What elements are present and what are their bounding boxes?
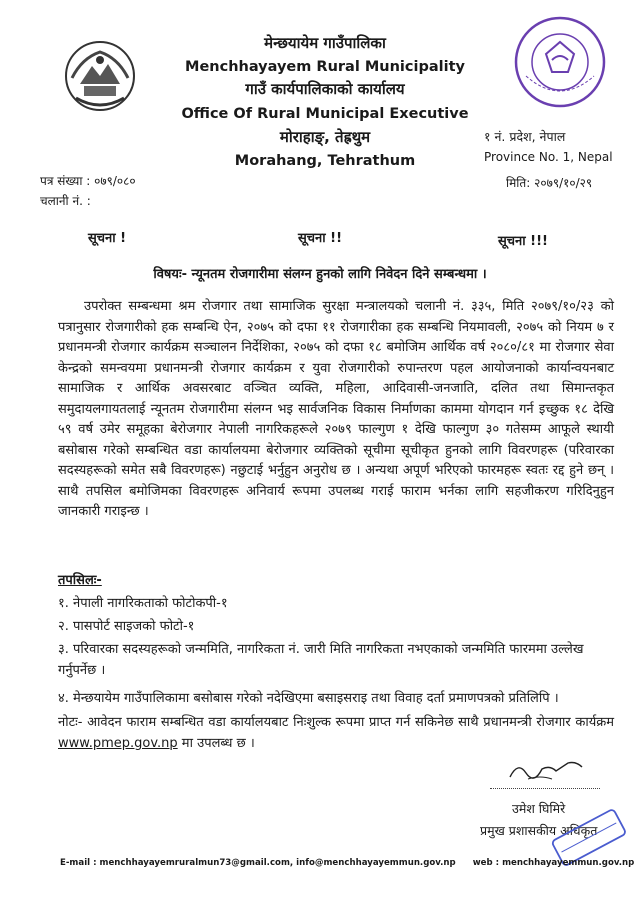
- dispatch-no-label: चलानी नं. :: [40, 194, 91, 208]
- date-label: मिति:: [506, 176, 531, 190]
- location-en: Morahang, Tehrathum: [234, 153, 416, 169]
- letter-number: [40, 172, 136, 189]
- email-label: E-mail :: [60, 858, 97, 868]
- subject-line: विषयः- न्यूनतम रोजगारीमा संलग्न हुनको लागि निवेदन दिने सम्बन्धमा ।: [153, 267, 487, 282]
- office-name-np: मेन्छयायेम गाउँपालिका: [264, 34, 386, 52]
- exec-office-en: Office Of Rural Municipal Executive: [181, 106, 469, 122]
- pmep-link[interactable]: www.pmep.gov.np: [58, 735, 178, 751]
- list-heading: तपसिलः-: [58, 573, 102, 588]
- notice-label-3: सूचना !!!: [498, 234, 548, 249]
- nepal-emblem-logo: [62, 38, 138, 114]
- web-value[interactable]: menchhayayemmun.gov.np: [502, 858, 635, 868]
- location-np: मोराहाङ्, तेह्रथुम: [279, 128, 371, 146]
- email-value[interactable]: menchhayayemruralmun73@gmail.com, info@menchhayayemmun.gov.np: [99, 858, 456, 868]
- municipality-seal: [512, 14, 608, 110]
- note-text: नोटः- आवेदन फाराम सम्बन्धित वडा कार्यालयबाट निःशुल्क रूपमा प्राप्त गर्न सकिनेछ साथै प्रधानमन्त्री रोजगार कार्यक्रम: [58, 715, 614, 730]
- notice-label-1: सूचना !: [88, 231, 127, 246]
- date-value: २०७९/१०/२९: [534, 176, 593, 190]
- exec-office-np: गाउँ कार्यपालिकाको कार्यालय: [245, 80, 405, 98]
- letter-date: [506, 174, 592, 191]
- list-item: २. पासपोर्ट साइजको फोटो-१: [58, 619, 195, 634]
- letter-no-label: पत्र संख्या :: [40, 174, 91, 188]
- province-np: १ नं. प्रदेश, नेपाल: [484, 129, 566, 144]
- body-paragraph: उपरोक्त सम्बन्धमा श्रम रोजगार तथा सामाजिक सुरक्षा मन्त्रालयको चलानी नं. ३३५, मिति २०७९/१०/२३ को पत्रानुसार रोजगारीको हक सम्बन्धि ऐन, २०७५ को दफा ११ रोजगारीका हक सम्बन्धि नियमावली, २०७५ को नियम ७ र प्रधानमन्त्री रोजगार कार्यक्रम सञ्चालन निर्देशिका, २०७५ को दफा १८ बमोजिम आर्थिक वर्ष २०८०/८१ मा रोजगार सेवा केन्द्रको समन्वयमा प्रधानमन्त्री रोजगार कार्यक्रम र युवा रोजगारीको रुपान्तरण पहल आयोजनाको कार्यान्वयनबाट सामाजिक र आर्थिक अवसरबाट वञ्चित व्यक्ति, महिला, आदिवासी-जनजाति, दलित तथा सिमान्तकृत समुदायलगायतलाई न्यूनतम रोजगारीमा संलग्न भइ सार्वजनिक विकास निर्माणका काममा योगदान गर्न इच्छुक १८ देखि ५९ वर्ष उमेर समूहका बेरोजगार नेपाली नागरिकहरूले २०७९ फाल्गुण १ देखि फाल्गुण ३० गतेसम्म आफूले स्थायी बसोबास गरेको सम्बन्धित वडा कार्यालयमा बेरोजगार व्यक्तिको सूचीमा सूचीकृत हुनको लागि विवरणहरू (परिवारका सदस्यहरूको समेत सबै विवरणहरू) नछुटाई भर्नुहुन अनुरोध छ । अन्यथा अपूर्ण भरिएको फारमहरू स्वतः रद्द हुने छन् । साथै तपसिल बमोजिमका विवरणहरू अनिवार्य रूपमा उपलब्ध गराई फाराम भर्नका लागि सहजीकरण गरिदिनुहुन जानकारी गराइन्छ ।: [58, 299, 614, 519]
- signature-image: [506, 755, 586, 785]
- note-text-end: मा उपलब्ध छ ।: [181, 735, 255, 751]
- list-item: ३. परिवारका सदस्यहरूको जन्ममिति, नागरिकता नं. जारी मिति नागरिकता नभएकाको जन्ममिति फारममा उल्लेख गर्नुपर्नेछ ।: [58, 642, 584, 678]
- web-label: web :: [472, 858, 500, 868]
- signatory-title: प्रमुख प्रशासकीय अधिकृत: [480, 823, 598, 838]
- list-item: १. नेपाली नागरिकताको फोटोकपी-१: [58, 596, 228, 611]
- province-en: Province No. 1, Nepal: [484, 150, 613, 164]
- office-name-en: Menchhayayem Rural Municipality: [185, 59, 465, 75]
- list-item: ४. मेन्छयायेम गाउँपालिकामा बसोबास गरेको नदेखिएमा बसाइसराइ तथा विवाह दर्ता प्रमाणपत्रको प्रतिलिपि ।: [58, 691, 559, 706]
- signatory-name: उमेश घिमिरे: [512, 801, 566, 816]
- letter-no-value: ०७९/०८०: [94, 174, 136, 188]
- signature-line: [490, 788, 600, 789]
- note-paragraph: [58, 713, 614, 754]
- dispatch-number: [40, 192, 91, 209]
- notice-label-2: सूचना !!: [298, 231, 343, 246]
- footer-contact: [60, 858, 634, 868]
